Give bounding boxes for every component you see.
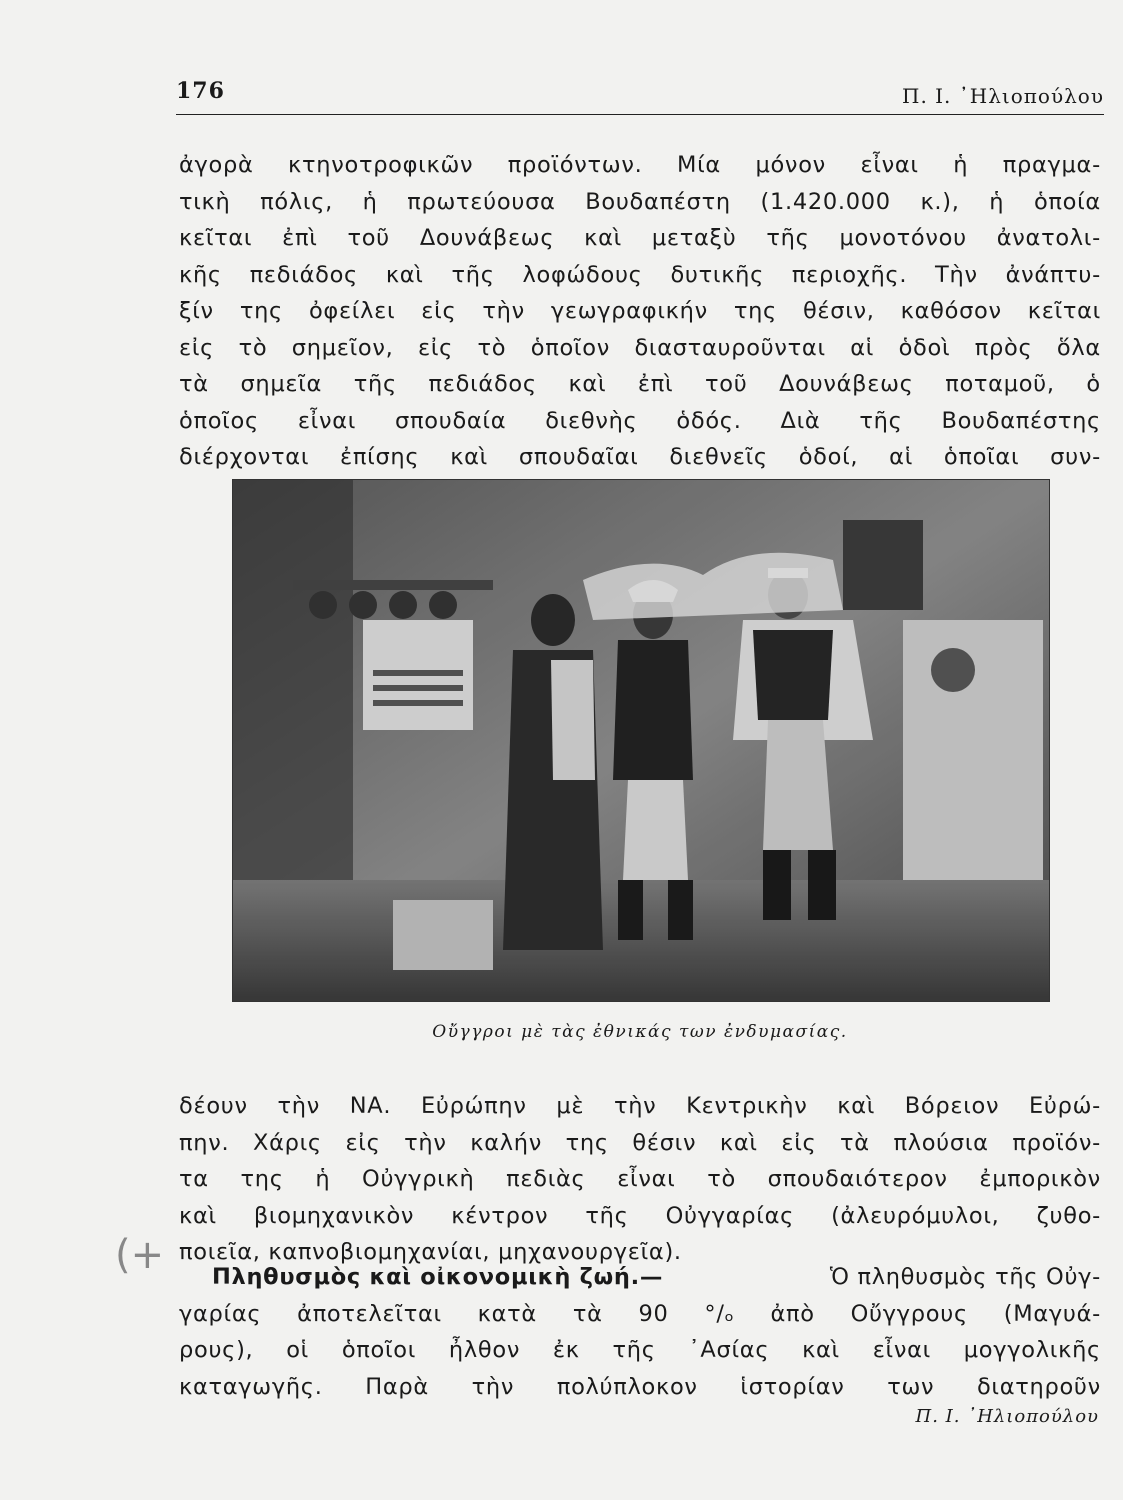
word: ἡ (315, 1166, 331, 1192)
word: της (240, 1166, 284, 1192)
word: ἡ (989, 188, 1005, 215)
word: κέντρον (451, 1202, 549, 1229)
word: εἶναι (860, 152, 919, 178)
word: τὸ (707, 1166, 736, 1192)
page-number: 176 (176, 78, 225, 104)
word: ἀποτελεῖται (297, 1300, 442, 1327)
word: της (733, 298, 777, 324)
word: καταγωγῆς. (179, 1373, 323, 1400)
paragraph-1 (179, 147, 1101, 476)
word: ἐκ (552, 1337, 580, 1363)
word: τὸ (238, 334, 268, 361)
word: δέουν (179, 1093, 248, 1119)
word: ἱστορίαν (740, 1373, 845, 1400)
text-line (179, 1125, 1101, 1162)
word: συν- (1050, 444, 1101, 470)
word: κ.), (920, 188, 960, 215)
word: τῆς (859, 407, 903, 434)
word: πλούσια (893, 1129, 989, 1156)
word: ὁδός. (676, 407, 742, 434)
word: τὴν (277, 1093, 320, 1119)
word: τῆς (353, 371, 397, 397)
word: Βουδαπέστης (941, 407, 1101, 434)
word: τῆς (612, 1337, 656, 1363)
word: τὴν (482, 298, 525, 324)
word: κεῖται (179, 225, 253, 251)
section-heading-line (179, 1259, 1101, 1296)
word: τὴν (404, 1129, 447, 1156)
word: εἶναι (617, 1166, 676, 1192)
word: τὴν (471, 1373, 515, 1400)
word: ξίν (179, 298, 214, 324)
text-line (179, 293, 1101, 330)
word: ὁ (1086, 371, 1101, 397)
word: εἰς (345, 1129, 381, 1156)
text-line (179, 147, 1101, 184)
word: μεταξὺ (651, 225, 737, 251)
word: πρὸς (974, 334, 1033, 361)
word: πεδιάδος (249, 261, 358, 288)
word: μονοτόνου (839, 225, 967, 251)
word: της (565, 1129, 609, 1156)
handwritten-margin-mark: (+ (115, 1232, 165, 1278)
word: ΝΑ. (349, 1093, 392, 1119)
word: περιοχῆς. (791, 261, 908, 288)
word: εἰς (781, 1129, 817, 1156)
word: καθόσον (900, 298, 1002, 324)
word: ἀγορὰ (179, 152, 254, 178)
word: καὶ (584, 225, 622, 251)
word: τὰ (840, 1129, 870, 1156)
word: σπουδαιότερον (767, 1166, 948, 1192)
word: λοφώδους (522, 261, 643, 288)
word: σημεῖον, (291, 334, 394, 361)
word: θέσιν (632, 1129, 697, 1156)
word: Δουνάβεως (419, 225, 555, 251)
word: Τὴν (935, 261, 978, 288)
word: βιομηχανικὸν (253, 1202, 415, 1229)
word: 90 (638, 1300, 669, 1327)
word: Παρὰ (365, 1373, 429, 1400)
word: ἦλθον (448, 1337, 521, 1363)
photograph-hungarians-in-national-costume (232, 479, 1050, 1002)
word: εἰς (179, 334, 215, 361)
text-line (179, 1198, 1101, 1235)
word: τικὴ (179, 188, 231, 215)
word: εἰς (421, 298, 457, 324)
word: ζυθο- (1036, 1202, 1101, 1229)
word: τῆς (766, 225, 810, 251)
word: σπουδαῖαι (518, 444, 639, 470)
word: σημεῖα (240, 371, 323, 397)
word: κατὰ (477, 1300, 537, 1327)
word: μόνον (755, 152, 826, 178)
word: τῆς (451, 261, 495, 288)
word: Χάρις (252, 1129, 322, 1156)
word: προϊόντων. (507, 152, 643, 178)
word: διεθνὴς (545, 407, 638, 434)
word: (1.420.000 (760, 188, 891, 215)
word: σπουδαία (395, 407, 507, 434)
word: ἡ (362, 188, 378, 215)
word: τοῦ (705, 371, 748, 397)
word: διέρχονται (179, 444, 310, 470)
word: Μία (676, 152, 721, 178)
word: ὅλα (1056, 334, 1101, 361)
figure-caption: Οὔγγροι μὲ τὰς ἐθνικάς των ἐνδυμασίας. (432, 1022, 848, 1042)
word: εἶναι (297, 407, 357, 434)
word: δυτικῆς (670, 261, 765, 288)
word: οἱ (286, 1337, 309, 1363)
word: πόλις, (260, 188, 333, 215)
word: ἀπὸ (770, 1300, 815, 1327)
text-line (179, 366, 1101, 403)
text-line (179, 1296, 1101, 1333)
word: διεθνεῖς (669, 444, 768, 470)
word: προϊόν- (1012, 1129, 1101, 1156)
word: Διὰ (780, 407, 821, 434)
text-line (179, 184, 1101, 221)
word: ὁποῖοι (341, 1337, 417, 1363)
paragraph-2 (179, 1088, 1101, 1271)
word: Κεντρικὴν (686, 1093, 808, 1119)
word: της (239, 298, 283, 324)
text-line (179, 403, 1101, 440)
word: καὶ (802, 1337, 840, 1363)
word: ὁποῖον (530, 334, 610, 361)
text-line: ποιεῖα, καπνοβιομηχανίαι, μηχανουργεῖα). (179, 1239, 682, 1265)
word: ἐπὶ (282, 225, 318, 251)
word: τὰ (179, 371, 209, 397)
word: αἱ (889, 444, 914, 470)
word: καλήν (470, 1129, 543, 1156)
paragraph-3 (179, 1259, 1101, 1405)
word: πολύπλοκον (556, 1373, 698, 1400)
word: κτηνοτροφικῶν (288, 152, 474, 178)
word: ὁποία (1033, 188, 1101, 215)
photograph-image (233, 480, 1049, 1001)
word: Βουδαπέστη (585, 188, 731, 215)
word: μὲ (556, 1093, 585, 1119)
word: καὶ (719, 1129, 758, 1156)
word: (Μαγυά- (1003, 1300, 1101, 1327)
word: τοῦ (347, 225, 390, 251)
word: κεῖται (1027, 298, 1101, 324)
word: ἀνάπτυ- (1005, 261, 1101, 288)
word: Οὐγγρικὴ (362, 1166, 475, 1192)
word: γαρίας (179, 1300, 262, 1327)
text-line (179, 330, 1101, 367)
word: καὶ (179, 1202, 217, 1229)
word: καὶ (568, 371, 607, 397)
word: Οὔγγρους (850, 1300, 968, 1327)
word: ἡ (953, 152, 969, 178)
word: Δουνάβεως (779, 371, 914, 397)
word: καὶ (837, 1093, 876, 1119)
word: ἀνατολι- (996, 225, 1101, 251)
word: πεδιὰς (506, 1166, 586, 1192)
word: πην. (179, 1129, 230, 1156)
word: ἐπὶ (637, 371, 674, 397)
word: κῆς (179, 261, 222, 288)
text-line (179, 257, 1101, 294)
word: (ἀλευρόμυλοι, (831, 1202, 1000, 1229)
word: ὀφείλει (308, 298, 396, 324)
word: °/ₒ (704, 1300, 735, 1327)
word: τὴν (613, 1093, 657, 1119)
word: θέσιν, (802, 298, 875, 324)
word: των (887, 1373, 935, 1400)
footer-signature: Π. Ι. ᾿Ηλιοπούλου (915, 1406, 1099, 1427)
word: ἐπίσης (340, 444, 420, 470)
word: Βόρειον (904, 1093, 1000, 1119)
text-line (179, 1161, 1101, 1198)
word: τὸ (477, 334, 507, 361)
word: τῆς (585, 1202, 629, 1229)
text-line (179, 1369, 1101, 1406)
word: Εὐρώπην (420, 1093, 527, 1119)
word: τὰ (572, 1300, 603, 1327)
word: καὶ (385, 261, 424, 288)
word: ὁδοί, (798, 444, 859, 470)
text-line (179, 439, 1101, 476)
word: ᾿Ασίας (688, 1337, 770, 1363)
word: πραγμα- (1002, 152, 1101, 178)
word: πεδιάδος (428, 371, 537, 397)
running-head: Π. Ι. ᾿Ηλιοπούλου (902, 84, 1104, 108)
word: αἱ (850, 334, 875, 361)
page-header (176, 74, 1104, 115)
word: ποταμοῦ, (945, 371, 1055, 397)
word: διασταυροῦνται (634, 334, 826, 361)
word: ὁποῖαι (943, 444, 1020, 470)
word: Εὐρώ- (1029, 1093, 1101, 1119)
word: εἶναι (872, 1337, 931, 1363)
text-line (179, 1332, 1101, 1369)
word: πρωτεύουσα (407, 188, 556, 215)
text-line (179, 1088, 1101, 1125)
word: γεωγραφικήν (550, 298, 708, 324)
word: μογγολικῆς (963, 1337, 1101, 1363)
word: καὶ (450, 444, 488, 470)
section-heading: Πληθυσμὸς καὶ οἰκονομικὴ ζωή.— (212, 1264, 664, 1290)
word: ὁποῖος (179, 407, 259, 434)
text-line (179, 220, 1101, 257)
word: ὁδοὶ (898, 334, 951, 361)
word: διατηροῦν (976, 1373, 1101, 1400)
text-line-rest: Ὁ πληθυσμὸς τῆς Οὐγ- (829, 1264, 1101, 1290)
word: τα (179, 1166, 209, 1192)
word: εἰς (417, 334, 454, 361)
word: Οὐγγαρίας (665, 1202, 795, 1229)
word: ρους), (179, 1337, 254, 1363)
word: ἐμπορικὸν (979, 1166, 1101, 1192)
